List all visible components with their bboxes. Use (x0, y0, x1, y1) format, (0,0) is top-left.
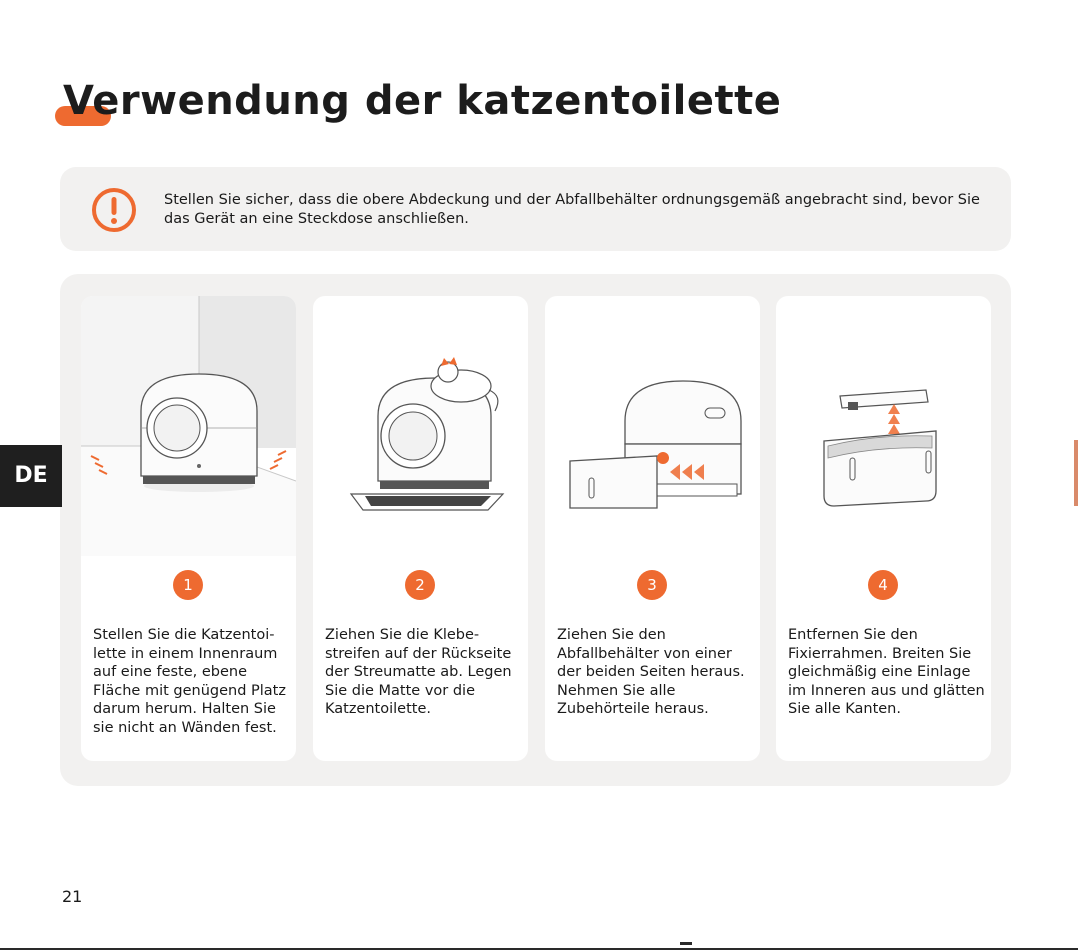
step-number-1: 1 (173, 570, 203, 600)
step-card-1 (81, 296, 296, 761)
bottom-rule (0, 948, 1078, 950)
waste-bin-removal-illustration (545, 296, 760, 556)
step-text-4: Entfernen Sie den Fixierrahmen. Breiten Sie gleichmäßig eine Einlage im Inneren aus und glätten Sie alle Kanten. (788, 627, 985, 717)
page-number: 21 (62, 887, 83, 906)
step-number-2: 2 (405, 570, 435, 600)
step-number-4: 4 (868, 570, 898, 600)
step-text-3: Ziehen Sie den Abfallbehälter von einer der beiden Seiten heraus. Nehmen Sie alle Zubehörteile heraus. (557, 627, 745, 717)
step-card-2 (313, 296, 528, 761)
steps-panel (60, 274, 1011, 786)
notice-box (60, 167, 1011, 251)
liner-installation-illustration (776, 296, 991, 556)
litter-box-placement-illustration (81, 296, 296, 556)
exclamation-circle-icon (90, 186, 138, 234)
step-text-1: Stellen Sie die Katzentoi-lette in einem Innenraum auf eine feste, ebene Fläche mit genügend Platz darum herum. Halten Sie sie nicht an Wänden fest. (93, 627, 286, 736)
step-card-3 (545, 296, 760, 761)
page-title: Verwendung der katzentoilette (63, 78, 782, 124)
edge-mark (1074, 440, 1078, 506)
step-text-2: Ziehen Sie die Klebe-streifen auf der Rückseite der Streumatte ab. Legen Sie die Matte vor die Katzentoilette. (325, 627, 512, 717)
litter-mat-illustration (313, 296, 528, 556)
language-tab: DE (0, 445, 62, 507)
bottom-tick (680, 942, 692, 945)
step-card-4 (776, 296, 991, 761)
step-number-3: 3 (637, 570, 667, 600)
notice-text: Stellen Sie sicher, dass die obere Abdeckung und der Abfallbehälter ordnungsgemäß angebracht sind, bevor Sie das Gerät an eine Steckdose anschließen. (164, 192, 980, 227)
